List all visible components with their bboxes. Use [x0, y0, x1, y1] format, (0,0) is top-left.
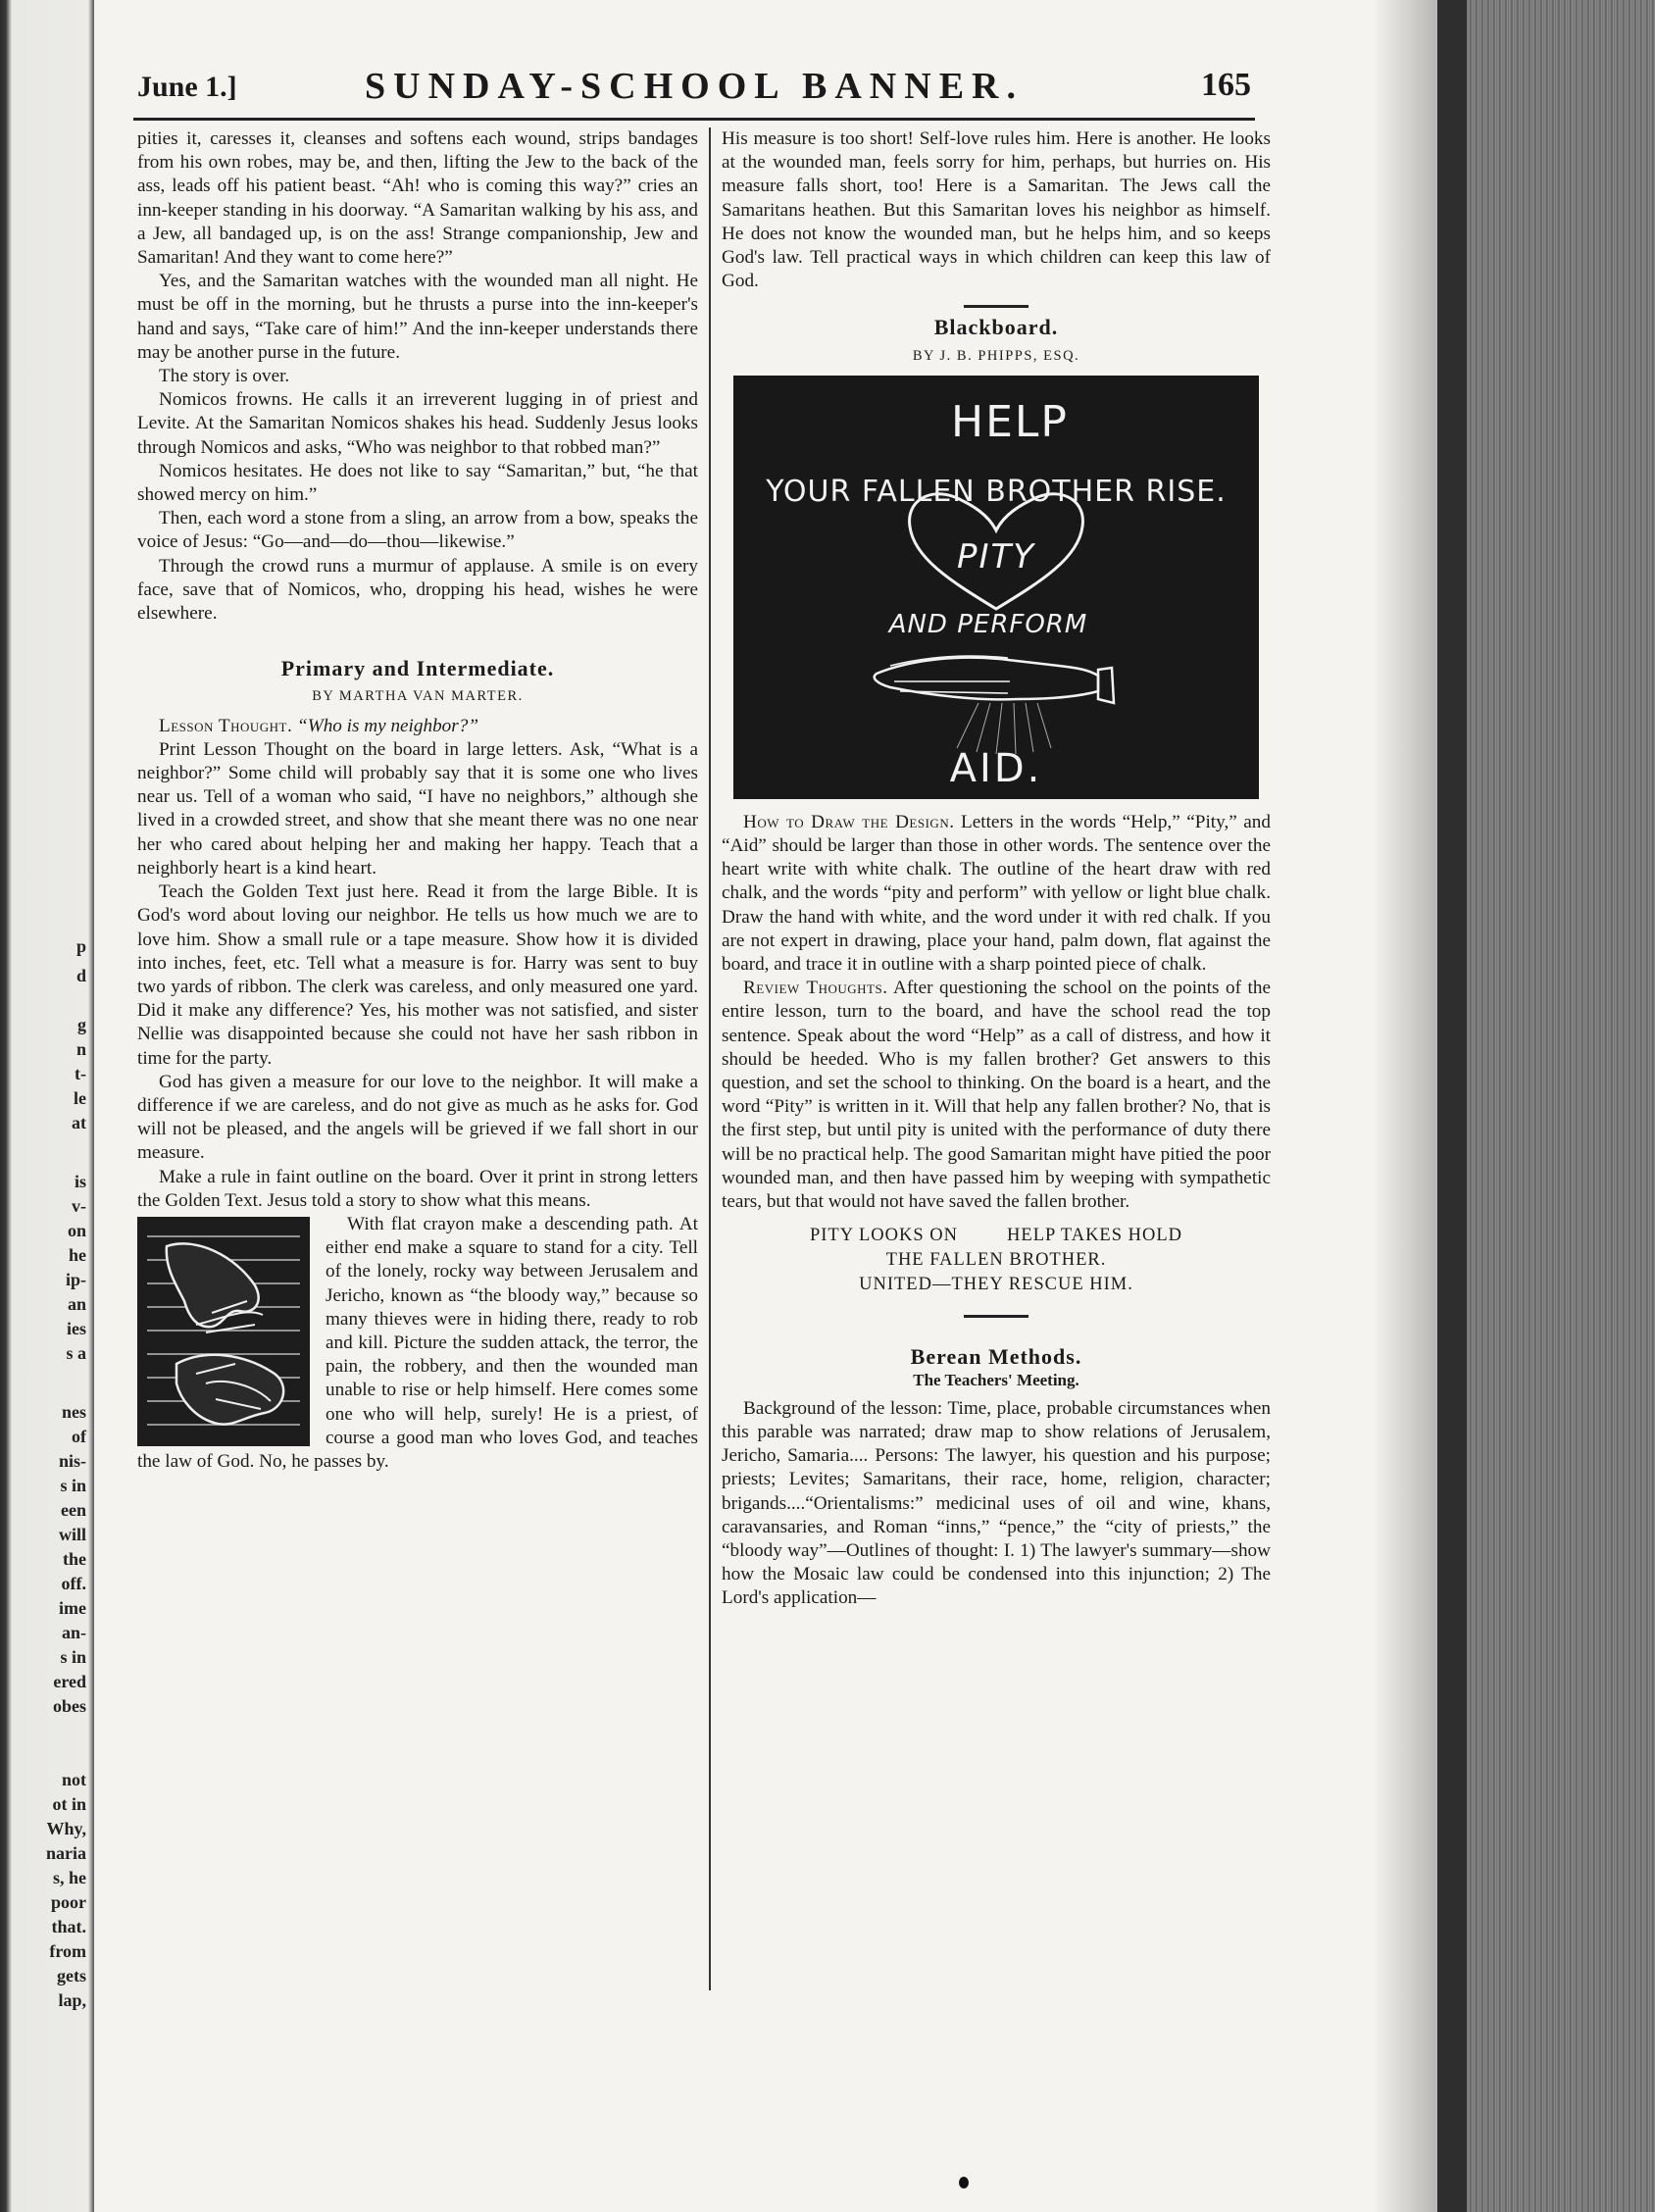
motto	[722, 1224, 1271, 1297]
header-date: June 1.]	[137, 71, 237, 103]
facing-page-fragment: at	[72, 1113, 86, 1132]
section-rule	[964, 1315, 1028, 1318]
facing-page-fragment: p	[75, 936, 86, 956]
paragraph: Print Lesson Thought on the board in large letters. Ask, “What is a neighbor?” Some child will probably say that it is some one who lives near us. Tell of a woman who said, “I have no neighbors,” although she lived in a crowded street, and show that she meant there was no one near her who cared about helping her and making her happy. Teach that a neighborly heart is a kind heart.	[137, 738, 698, 879]
how-to-draw	[722, 811, 1271, 977]
facing-page-fragment: off.	[61, 1574, 86, 1593]
facing-page-fragment: the	[63, 1549, 86, 1569]
facing-page-fragment: v-	[72, 1196, 86, 1216]
blackboard-line-2: YOUR FALLEN BROTHER RISE.	[766, 474, 1227, 509]
page-number: 165	[1201, 67, 1251, 103]
motto-line-3: UNITED—THEY RESCUE HIM.	[859, 1275, 1133, 1295]
paragraph: God has given a measure for our love to the neighbor. It will make a difference if we are careless, and do not give as much as he asks for. God will not be pleased, and the angels will be grieved if we fall short in our measure.	[137, 1071, 698, 1164]
paragraph: Through the crowd runs a murmur of applause. A smile is on every face, save that of Nomicos, who, dropping his head, wishes he were elsewhere.	[137, 555, 698, 625]
how-to-label: How to Draw the Design.	[743, 811, 955, 832]
how-to-text: Letters in the words “Help,” “Pity,” and “Aid” should be larger than those in other words. The sentence over the heart write with white chalk. The outline of the heart draw with red chalk, and the words “pity and perform” with yellow or light blue chalk. Draw the hand with white, and the word under it with red chalk. If you are not expert in drawing, place your hand, palm down, flat against the board, and trace it in outline with a sharp pointed piece of chalk.	[722, 811, 1271, 976]
review-thoughts	[722, 977, 1271, 1214]
paragraph: The story is over.	[159, 366, 290, 387]
facing-page-fragment: poor	[51, 1892, 86, 1912]
header-title: SUNDAY-SCHOOL BANNER.	[365, 66, 1024, 107]
facing-page-fragment: ip-	[65, 1270, 86, 1289]
facing-page-fragment: le	[74, 1088, 86, 1108]
section-title-berean: Berean Methods.	[910, 1344, 1082, 1370]
lesson-thought-label: Lesson Thought.	[159, 715, 293, 736]
facing-page-fragment: lap,	[58, 1990, 86, 2010]
section-title-primary: Primary and Intermediate.	[280, 656, 555, 681]
facing-page-fragment: naria	[45, 1843, 86, 1863]
byline-blackboard: BY J. B. PHIPPS, ESQ.	[912, 347, 1080, 364]
facing-page-fragment: s in	[60, 1647, 86, 1667]
facing-page-fragment: ered	[53, 1672, 86, 1691]
motto-line-2: THE FALLEN BROTHER.	[885, 1250, 1107, 1271]
byline-primary: BY MARTHA VAN MARTER.	[312, 688, 524, 705]
paragraph: Nomicos hesitates. He does not like to say “Samaritan,” but, “he that showed mercy on him.”	[137, 460, 698, 506]
facing-page-fragment: nes	[61, 1402, 86, 1422]
gutter-shadow	[1373, 0, 1437, 2212]
blackboard-line-4: AND PERFORM	[888, 609, 1088, 639]
paragraph: Then, each word a stone from a sling, an arrow from a bow, speaks the voice of Jesus: “Go—and—do—thou—likewise.”	[137, 508, 698, 553]
book-spine-shadow	[1437, 0, 1467, 2212]
facing-page-fragment: of	[72, 1427, 86, 1446]
left-column	[137, 127, 698, 1474]
book-page-edges	[1437, 0, 1655, 2212]
print-mark	[959, 2177, 969, 2188]
blackboard-drawing	[733, 376, 1259, 799]
facing-page-fragment: an	[67, 1294, 86, 1314]
berean-subtitle: The Teachers' Meeting.	[913, 1371, 1079, 1390]
review-label: Review Thoughts.	[743, 978, 888, 999]
facing-page-fragment: from	[49, 1941, 86, 1961]
blackboard-illustration	[733, 376, 1259, 799]
paragraph: pities it, caresses it, cleanses and softens each wound, strips bandages from his own robes, may be, and then, lifting the Jew to the back of the ass, leads off his patient beast. “Ah! who is coming this way?” cries an inn-keeper standing in his doorway. “A Samaritan walking by his ass, and a Jew, all bandaged up, is on the ass! Strange companionship, Jew and Samaritan! And they want to come here?”	[137, 128, 698, 269]
facing-page-fragment: g	[77, 1015, 86, 1034]
facing-page-fragment: s, he	[52, 1868, 86, 1887]
blackboard-word-aid: AID.	[949, 745, 1043, 791]
paragraph: Yes, and the Samaritan watches with the wounded man all night. He must be off in the morning, but he thrusts a purse into the inn-keeper's hand and says, “Take care of him!” And the inn-keeper understands there may be another purse in the future.	[137, 271, 698, 363]
hands-woodcut	[137, 1217, 310, 1446]
paragraph: Background of the lesson: Time, place, probable circumstances when this parable was narrated; draw map to show relations of Jerusalem, Jericho, Samaria.... Persons: The lawyer, his question and his purpose; priests; Levites; Samaritans, their race, home, religion, character; brigands....“Orientalisms:” medicinal uses of oil and wine, khans, caravansaries, and Roman “inns,” “pence,” the “city of priests,” the “bloody way”—Outlines of thought: I. 1) The lawyer's summary—show how the Mosaic law could be condensed into this injunction; 2) The Lord's application—	[722, 1397, 1271, 1609]
hands-illustration	[137, 1217, 310, 1446]
facing-page-fragment: not	[61, 1770, 86, 1789]
paragraph: Nomicos frowns. He calls it an irreverent lugging in of priest and Levite. At the Samaritan Nomicos shakes his head. Suddenly Jesus looks through Nomicos and asks, “Who was neighbor to that robbed man?”	[137, 389, 698, 458]
section-title-blackboard: Blackboard.	[933, 315, 1059, 340]
facing-page-fragment: on	[67, 1221, 86, 1240]
facing-page-fragment: d	[75, 966, 86, 985]
facing-page-fragment: n	[75, 1039, 86, 1059]
right-column	[722, 127, 1271, 1611]
facing-page-fragments	[0, 0, 94, 2212]
blackboard-word-help: HELP	[951, 396, 1069, 447]
facing-page-fragment: is	[74, 1172, 86, 1191]
facing-page-fragment: an-	[61, 1623, 86, 1642]
facing-page-fragment: will	[58, 1525, 86, 1544]
facing-page-fragment: ime	[59, 1598, 86, 1618]
facing-page-fragment: he	[69, 1245, 86, 1265]
paragraph: His measure is too short! Self-love rules him. Here is another. He looks at the wounded man, feels sorry for him, perhaps, but hurries on. His measure falls short, too! Here is a Samaritan. The Jews call the Samaritans heathen. But this Samaritan loves his neighbor as himself. He does not know the wounded man, but he helps him, and so keeps God's law. Tell practical ways in which children can keep this law of God.	[722, 128, 1271, 292]
paragraph: Teach the Golden Text just here. Read it from the large Bible. It is God's word about loving our neighbor. He tells us how much we are to love him. Show a small rule or a tape measure. Show how it is divided into inches, feet, etc. Tell what a measure is for. Harry was sent to buy two yards of ribbon. The clerk was careless, and only measured one yard. Did it make any difference? Yes, his mother was not satisfied, and sister Nellie was disappointed because she could not have her sash ribbon in time for the party.	[137, 881, 698, 1069]
facing-page-fragment: gets	[57, 1966, 86, 1986]
lesson-thought-text: “Who is my neighbor?”	[297, 715, 478, 736]
facing-page-fragment: een	[61, 1500, 86, 1520]
facing-page-fragment: nis-	[58, 1451, 86, 1471]
facing-page-fragment: obes	[52, 1696, 86, 1716]
paragraph-with-figure: With flat crayon make a descending path. At either end make a square to stand for a city. Tell of the lonely, rocky way between Jerusalem and Jericho, known as “the bloody way,” because so many thieves were in hiding there, ready to rob and kill. Picture the sudden attack, the terror, the pain, the robbery, and then the wounded man unable to rise or help himself. Here comes some one who will help, surely! He is a priest, of course a good man who loves God, and teaches the law of God. No, he passes by.	[137, 1213, 698, 1472]
motto-left: PITY LOOKS ON	[809, 1226, 959, 1246]
section-rule	[964, 305, 1028, 308]
review-text: After questioning the school on the points of the entire lesson, turn to the board, and have the school read the top sentence. Speak about the word “Help” as a call of distress, and how it should be heeded. Who is my fallen brother? Get answers to this question, and set the school to thinking. On the board is a heart, and the word “Pity” is written in it. Will that help any fallen brother? No, that is the first step, but until pity is united with the performance of duty there will be no practical help. The good Samaritan might have pitied the poor wounded man, and then have passed him by weeping with sympathetic tears, but that would not have saved the fallen brother.	[722, 978, 1271, 1213]
facing-page-fragment: s in	[60, 1476, 86, 1495]
motto-right: HELP TAKES HOLD	[1007, 1226, 1183, 1246]
facing-page-fragment: Why,	[46, 1819, 86, 1838]
header-rule	[133, 118, 1255, 121]
facing-page-fragment: s a	[66, 1343, 86, 1363]
facing-page-fragment: ot in	[52, 1794, 86, 1814]
running-header	[137, 65, 1251, 114]
lesson-thought	[137, 715, 698, 738]
facing-page-fragment: t-	[75, 1064, 86, 1083]
blackboard-word-pity: PITY	[956, 536, 1036, 577]
facing-page-fragment: that.	[51, 1917, 86, 1936]
paragraph: Make a rule in faint outline on the board. Over it print in strong letters the Golden Text. Jesus told a story to show what this means.	[137, 1166, 698, 1211]
facing-page-fragment: ies	[67, 1319, 86, 1338]
column-divider	[709, 127, 711, 1990]
